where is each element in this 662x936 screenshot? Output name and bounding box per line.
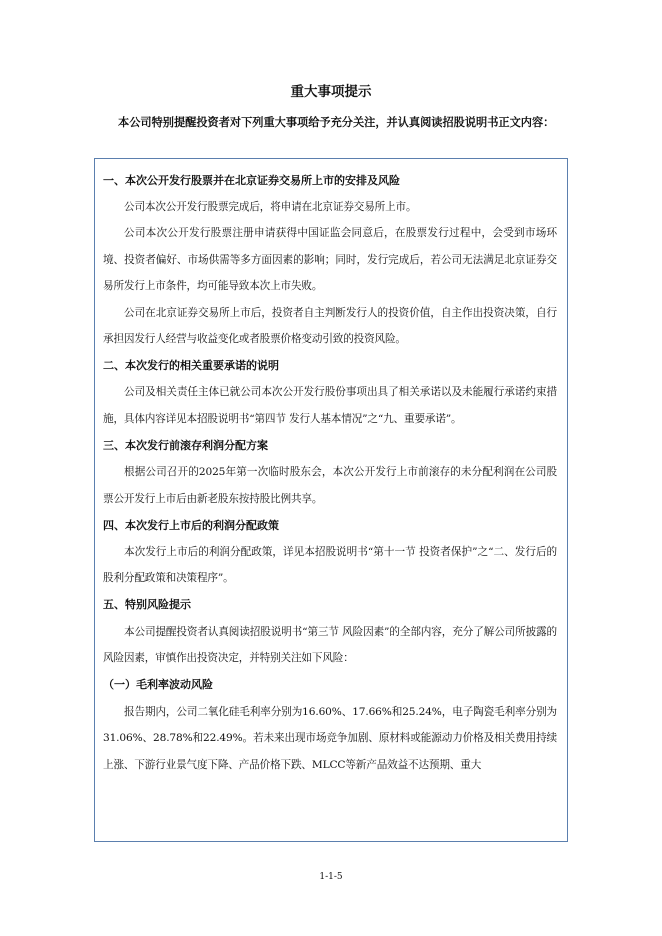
- paragraph: 本公司提醒投资者认真阅读招股说明书“第三节 风险因素”的全部内容，充分了解公司所披露的风险因素，审慎作出投资决定，并特别关注如下风险：: [103, 625, 557, 665]
- section-1: [103, 167, 557, 352]
- paragraph: 根据公司召开的2025年第一次临时股东会，本次公开发行上市前滚存的未分配利润在公司股票公开发行上市后由新老股东按持股比例共享。: [103, 466, 557, 505]
- section-4: [103, 512, 557, 592]
- section-heading: 四、本次发行上市后的利润分配政策: [103, 518, 279, 532]
- paragraph: 公司本次公开发行股票注册申请获得中国证监会同意后，在股票发行过程中，会受到市场环境、投资者偏好、市场供需等多方面因素的影响；同时，发行完成后，若公司无法满足北京证券交易所发行上市条件，均可能导致本次上市失败。: [103, 227, 557, 293]
- intro-notice: 本公司特别提醒投资者对下列重大事项给予充分关注，并认真阅读招股说明书正文内容：: [118, 116, 555, 129]
- page-title: 重大事项提示: [290, 84, 372, 100]
- paragraph: 公司及相关责任主体已就公司本次公开发行股份事项出具了相关承诺以及未能履行承诺约束措施，具体内容详见本招股说明书“第四节 发行人基本情况”之“九、重要承诺”。: [103, 386, 557, 425]
- paragraph: 公司在北京证券交易所上市后，投资者自主判断发行人的投资价值，自主作出投资决策，自行承担因发行人经营与收益变化或者股票价格变动引致的投资风险。: [103, 306, 557, 346]
- paragraph: 报告期内，公司二氧化硅毛利率分别为16.60%、17.66%和25.24%，电子陶瓷毛利率分别为31.06%、28.78%和22.49%。若未来出现市场竞争加剧、原材料或能源动力价格及相关费用持续上涨、下游行业景气度下降、产品价格下跌、MLCC等新产品效益不达预期、重大: [103, 705, 557, 771]
- paragraph: 公司本次公开发行股票完成后，将申请在北京证券交易所上市。: [124, 201, 417, 213]
- notice-box: [94, 158, 568, 842]
- paragraph: 本次发行上市后的利润分配政策，详见本招股说明书“第十一节 投资者保护”之“二、发行后的股利分配政策和决策程序”。: [103, 546, 557, 585]
- section-heading: 三、本次发行前滚存利润分配方案: [103, 438, 268, 452]
- section-5-1: [103, 672, 557, 778]
- section-heading: 二、本次发行的相关重要承诺的说明: [103, 358, 279, 372]
- section-heading: 一、本次公开发行股票并在北京证券交易所上市的安排及风险: [103, 173, 400, 187]
- section-3: [103, 432, 557, 512]
- section-heading: 五、特别风险提示: [103, 598, 191, 612]
- section-5: [103, 592, 557, 672]
- page-number: 1-1-5: [319, 872, 343, 882]
- section-2: [103, 352, 557, 432]
- subsection-heading: （一）毛利率波动风险: [103, 678, 213, 692]
